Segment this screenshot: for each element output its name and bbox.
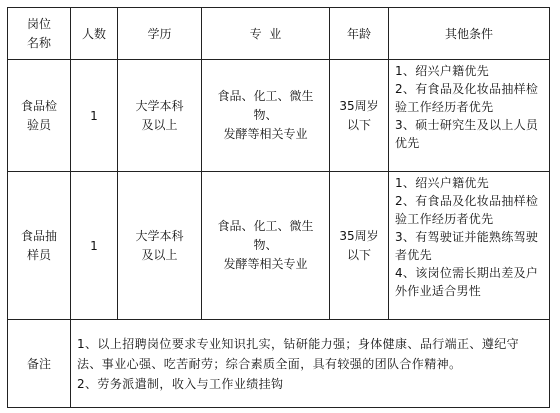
row-major [202, 60, 330, 172]
condition-item: 3、有驾驶证并能熟练驾驶者优先 [395, 230, 539, 262]
row-education [118, 60, 202, 172]
condition-item: 1、绍兴户籍优先 [395, 176, 490, 190]
row-major-line-2: 发酵等相关专业 [223, 127, 308, 141]
row-education-line-2: 及以上 [141, 247, 178, 262]
row-position [8, 172, 71, 320]
row-age [330, 60, 389, 172]
table-row [8, 60, 550, 172]
row-age-line-2: 以下 [346, 117, 371, 132]
note-item: 1、以上招聘岗位要求专业知识扎实，钻研能力强；身体健康、品行端正、遵纪守法、事业心强、吃苦耐劳；综合素质全面，具有较强的团队合作精神。 [77, 337, 520, 371]
row-position-line-2: 验员 [26, 117, 51, 132]
row-major-line-2: 发酵等相关专业 [223, 257, 308, 271]
header-position [8, 8, 71, 60]
condition-item: 3、硕士研究生及以上人员优先 [395, 118, 539, 150]
header-row [8, 8, 550, 60]
row-position-line-1: 食品抽 [20, 228, 57, 243]
row-conditions [389, 172, 550, 320]
header-position-line-2: 名称 [26, 35, 51, 50]
note-item: 2、劳务派遣制，收入与工作业绩挂钩 [77, 377, 284, 391]
recruitment-table [7, 7, 550, 408]
row-age [330, 172, 389, 320]
row-education [118, 172, 202, 320]
row-major [202, 172, 330, 320]
condition-item: 1、绍兴户籍优先 [395, 64, 490, 78]
table-row [8, 172, 550, 320]
row-count: 1 [71, 60, 118, 172]
row-position [8, 60, 71, 172]
header-education: 学历 [118, 8, 202, 60]
condition-item: 2、有食品及化妆品抽样检验工作经历者优先 [395, 194, 539, 226]
row-education-line-2: 及以上 [141, 117, 178, 132]
condition-item: 4、该岗位需长期出差及户外作业适合男性 [395, 266, 539, 298]
header-count: 人数 [71, 8, 118, 60]
row-age-line-2: 以下 [346, 247, 371, 262]
row-position-line-2: 样员 [26, 247, 51, 262]
notes-label: 备注 [8, 320, 71, 408]
header-major: 专 业 [202, 8, 330, 60]
row-conditions [389, 60, 550, 172]
condition-item: 2、有食品及化妆品抽样检验工作经历者优先 [395, 82, 539, 114]
row-age-line-1: 35周岁 [339, 228, 379, 243]
notes-content [71, 320, 550, 408]
row-age-line-1: 35周岁 [339, 98, 379, 113]
header-age: 年龄 [330, 8, 389, 60]
row-position-line-1: 食品检 [20, 98, 57, 113]
row-education-line-1: 大学本科 [135, 228, 184, 243]
row-major-line-1: 食品、化工、微生物、 [217, 89, 314, 122]
row-count: 1 [71, 172, 118, 320]
header-position-line-1: 岗位 [26, 16, 51, 31]
row-education-line-1: 大学本科 [135, 98, 184, 113]
row-major-line-1: 食品、化工、微生物、 [217, 219, 314, 252]
notes-row [8, 320, 550, 408]
header-conditions: 其他条件 [389, 8, 550, 60]
